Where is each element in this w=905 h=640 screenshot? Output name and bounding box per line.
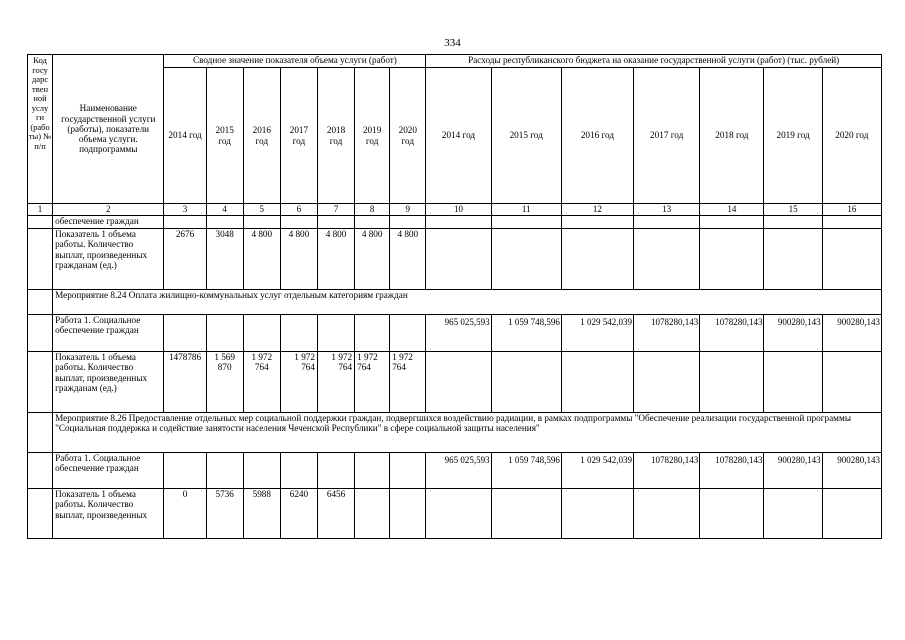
row-name: обеспечение граждан	[53, 216, 164, 229]
header-volume-group: Сводное значение показателя объема услуги (работ)	[164, 55, 426, 68]
services-table	[27, 54, 882, 539]
value-cell: 4 800	[243, 229, 280, 290]
column-number-row	[28, 204, 882, 216]
year-budget-2016: 2016 год	[561, 68, 633, 204]
col-number: 14	[700, 204, 764, 216]
table-row	[28, 413, 882, 453]
col-number: 2	[53, 204, 164, 216]
col-number: 5	[243, 204, 280, 216]
row-name: Показатель 1 объема работы. Количество выплат, произведенных	[53, 489, 164, 539]
money-cell: 1078280,143	[700, 453, 764, 489]
col-number: 12	[561, 204, 633, 216]
money-cell: 1078280,143	[634, 453, 700, 489]
table-row	[28, 489, 882, 539]
row-name: Работа 1. Социальное обеспечение граждан	[53, 453, 164, 489]
table-row	[28, 290, 882, 315]
col-number: 3	[164, 204, 206, 216]
value-cell	[355, 489, 390, 539]
money-cell: 900280,143	[822, 315, 881, 352]
col-number: 10	[426, 204, 491, 216]
value-cell: 4 800	[390, 229, 426, 290]
table-row	[28, 229, 882, 290]
value-cell: 3048	[206, 229, 243, 290]
col-number: 15	[764, 204, 822, 216]
year-budget-2020: 2020 год	[822, 68, 881, 204]
year-volume-2016: 2016 год	[243, 68, 280, 204]
value-cell: 1 972 764	[317, 352, 354, 413]
year-volume-2020: 2020 год	[390, 68, 426, 204]
value-cell: 6456	[317, 489, 354, 539]
activity-title: Мероприятие 8.26 Предоставление отдельных мер социальной поддержки граждан, подвергшихся воздействию радиации, в рамках подпрограммы "Обеспечение реализации государственной программы "Социальная поддержка и содействие занятости населения Чеченской Республики" в сфере социальной защиты населения"	[53, 413, 882, 453]
value-cell: 1 972 764	[390, 352, 426, 413]
year-budget-2014: 2014 год	[426, 68, 491, 204]
header-budget-group: Расходы республиканского бюджета на оказание государственной услуги (работ) (тыс. рублей)	[426, 55, 882, 68]
money-cell: 900280,143	[764, 453, 822, 489]
money-cell: 965 025,593	[426, 315, 491, 352]
value-cell: 6240	[280, 489, 317, 539]
table-row	[28, 352, 882, 413]
col-number: 8	[355, 204, 390, 216]
col-number: 4	[206, 204, 243, 216]
money-cell: 1 059 748,596	[491, 315, 561, 352]
year-volume-2018: 2018 год	[317, 68, 354, 204]
year-budget-2019: 2019 год	[764, 68, 822, 204]
money-cell: 1 029 542,039	[561, 453, 633, 489]
table-row	[28, 453, 882, 489]
value-cell: 1478786	[164, 352, 206, 413]
row-name: Работа 1. Социальное обеспечение граждан	[53, 315, 164, 352]
money-cell: 965 025,593	[426, 453, 491, 489]
row-name: Показатель 1 объема работы. Количество выплат, произведенных гражданам (ед.)	[53, 229, 164, 290]
money-cell: 1078280,143	[700, 315, 764, 352]
money-cell: 1 029 542,039	[561, 315, 633, 352]
money-cell: 900280,143	[822, 453, 881, 489]
value-cell: 0	[164, 489, 206, 539]
year-budget-2015: 2015 год	[491, 68, 561, 204]
col-number: 9	[390, 204, 426, 216]
value-cell: 1 569 870	[206, 352, 243, 413]
col-number: 11	[491, 204, 561, 216]
activity-title: Мероприятие 8.24 Оплата жилищно-коммунальных услуг отдельным категориям граждан	[53, 290, 882, 315]
row-name: Показатель 1 объема работы. Количество выплат, произведенных гражданам (ед.)	[53, 352, 164, 413]
year-volume-2014: 2014 год	[164, 68, 206, 204]
value-cell: 4 800	[355, 229, 390, 290]
value-cell: 5736	[206, 489, 243, 539]
value-cell: 5988	[243, 489, 280, 539]
value-cell	[390, 489, 426, 539]
year-budget-2017: 2017 год	[634, 68, 700, 204]
col-number: 7	[317, 204, 354, 216]
col-number: 16	[822, 204, 881, 216]
year-volume-2017: 2017 год	[280, 68, 317, 204]
money-cell: 900280,143	[764, 315, 822, 352]
year-volume-2015: 2015 год	[206, 68, 243, 204]
money-cell: 1078280,143	[634, 315, 700, 352]
value-cell: 4 800	[280, 229, 317, 290]
col-number: 6	[280, 204, 317, 216]
year-budget-2018: 2018 год	[700, 68, 764, 204]
value-cell: 4 800	[317, 229, 354, 290]
money-cell: 1 059 748,596	[491, 453, 561, 489]
value-cell: 1 972 764	[355, 352, 390, 413]
value-cell: 2676	[164, 229, 206, 290]
page-number: 334	[444, 37, 461, 49]
table-row	[28, 216, 882, 229]
col-number: 13	[634, 204, 700, 216]
value-cell: 1 972 764	[243, 352, 280, 413]
header-code: Код госу дарс твен ной услу ги (рабо ты) № п/п	[28, 55, 53, 204]
value-cell: 1 972 764	[280, 352, 317, 413]
col-number: 1	[28, 204, 53, 216]
year-volume-2019: 2019 год	[355, 68, 390, 204]
table-row	[28, 315, 882, 352]
header-name: Наименование государственной услуги (работы), показатели объема услуги. подпрограммы	[53, 55, 164, 204]
